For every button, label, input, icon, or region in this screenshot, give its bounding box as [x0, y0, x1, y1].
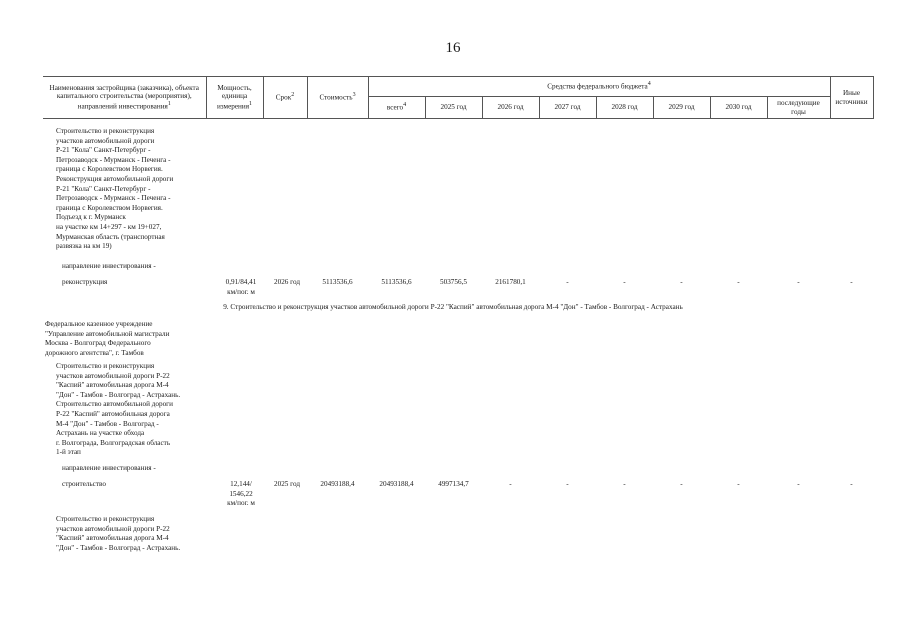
row-2025: 4997134,7: [438, 480, 469, 488]
row-other-sources: -: [850, 480, 853, 488]
header-2025: 2025 год: [425, 97, 482, 119]
row-later-years: -: [797, 278, 800, 286]
header-2030: 2030 год: [710, 97, 767, 119]
row-total: 20493188,4: [379, 480, 414, 488]
object-description-2: Строительство и реконструкция участков автомобильной дороги Р-22 "Каспий" автомобильная дорога М-4 "Дон" - Тамбов - Волгоград - Астрахань. Строительство автомобильной дороги Р-22 "Каспий" автомобильная дорога М-4 "Дон" - Тамбов - Волгоград - Астрахань на участке обхода г. Волгограда, Волгоградская область 1-й этап: [56, 362, 181, 457]
direction-label-1: направление инвестирования -: [62, 262, 156, 270]
header-2028: 2028 год: [596, 97, 653, 119]
row-2026: -: [509, 480, 512, 488]
header-name: Наименования застройщика (заказчика), объекта капитального строительства (мероприятия), направлений инвестирования$^1$: [43, 77, 206, 119]
developer-name: Федеральное казенное учреждение "Управление автомобильной магистрали Москва - Волгоград Федерального дорожного агентства", г. Тамбов: [45, 320, 170, 357]
row-2029: -: [680, 480, 683, 488]
row-2027: -: [566, 480, 569, 488]
row-capacity: 12,144/ 1546,22 км/пог. м: [227, 480, 255, 508]
header-2029: 2029 год: [653, 97, 710, 119]
row-2026: 2161780,1: [495, 278, 526, 286]
page-number: 16: [445, 40, 461, 56]
row-2030: -: [737, 278, 740, 286]
header-2027: 2027 год: [539, 97, 596, 119]
header-total: всего$^4$: [368, 97, 425, 119]
row-2027: -: [566, 278, 569, 286]
header-later-years: последующие годы: [767, 97, 830, 119]
row-2028: -: [623, 480, 626, 488]
header-federal-budget: Средства федерального бюджета$^4$: [368, 77, 830, 97]
row-2030: -: [737, 480, 740, 488]
row-term: 2025 год: [274, 480, 300, 488]
header-2026: 2026 год: [482, 97, 539, 119]
row-term: 2026 год: [274, 278, 300, 286]
row-cost: 5113536,6: [322, 278, 353, 286]
header-capacity: Мощность, единица измерения$^1$: [206, 77, 263, 119]
header-term: Срок$^2$: [263, 77, 307, 119]
direction-label-2: направление инвестирования -: [62, 464, 156, 472]
row-cost: 20493188,4: [320, 480, 355, 488]
row-name: реконструкция: [62, 278, 108, 286]
row-2025: 503756,5: [440, 278, 467, 286]
object-description-1: Строительство и реконструкция участков автомобильной дороги Р-21 "Кола" Санкт-Петербург - Петрозаводск - Мурманск - Печенга - граница с Королевством Норвегия. Реконструкция автомобильной дороги Р-21 "Кола" Санкт-Петербург - Петрозаводск - Мурманск - Печенга - граница с Королевством Норвегия. Подъезд к г. Мурманск на участке км 14+297 - км 19+027, Мурманская область (транспортная развязка на км 19): [56, 127, 174, 251]
header-other-sources: Иные источники: [830, 77, 873, 119]
object-description-3: Строительство и реконструкция участков автомобильной дороги Р-22 "Каспий" автомобильная дорога М-4 "Дон" - Тамбов - Волгоград - Астрахань.: [56, 515, 181, 552]
row-2029: -: [680, 278, 683, 286]
row-name: строительство: [62, 480, 106, 488]
table-header: [43, 76, 874, 119]
row-2028: -: [623, 278, 626, 286]
section-title: 9. Строительство и реконструкция участков автомобильной дороги Р-22 "Каспий" автомобильная дорога М-4 "Дон" - Тамбов - Волгоград - Астрахань: [223, 303, 683, 311]
row-other-sources: -: [850, 278, 853, 286]
row-total: 5113536,6: [381, 278, 412, 286]
row-capacity: 0,91/84,41 км/пог. м: [225, 278, 257, 296]
row-later-years: -: [797, 480, 800, 488]
header-cost: Стоимость$^3$: [307, 77, 368, 119]
